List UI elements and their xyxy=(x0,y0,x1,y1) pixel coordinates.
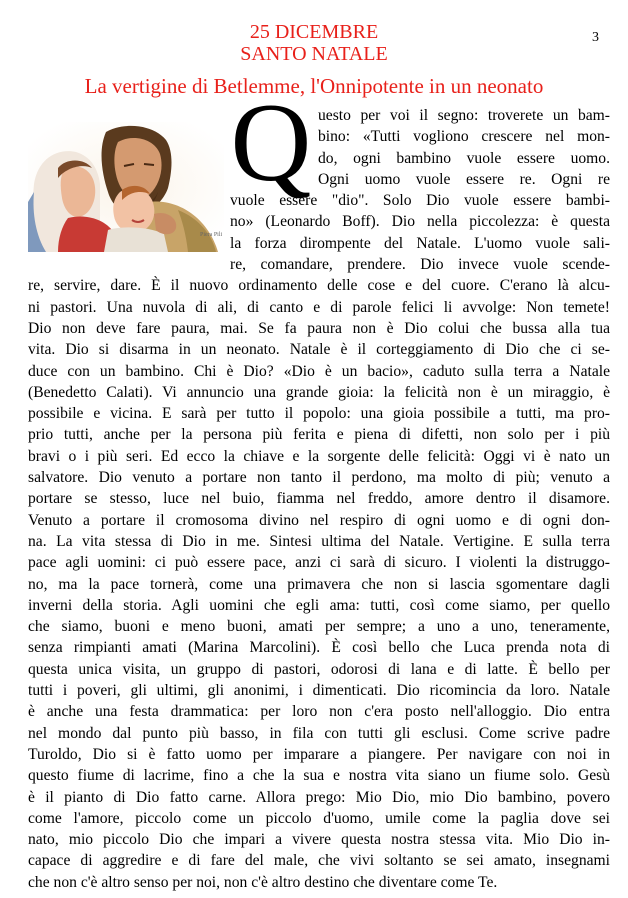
article-line: possibile e vicina. E sarà per tutto il popolo: una gioia possibile a tutti, ma pro- xyxy=(28,405,610,423)
article-line: pace agli uomini: ci può essere pace, anzi ci sarà di sicuro. I violenti la distruggo- xyxy=(28,554,610,572)
article-line: re, comandare, prendere. Dio invece vuole scende- xyxy=(230,256,610,274)
article-line: la forza dirompente del Natale. L'uomo vuole sali- xyxy=(230,234,610,252)
article-line: Venuto a portare il cromosoma divino nel respiro di ogni uomo e di ogni don- xyxy=(28,511,610,529)
page-number: 3 xyxy=(592,30,599,45)
article-line: tutti i poveri, gli ultimi, gli anonimi, i dimenticati. Dio ricomincia da loro. Natale xyxy=(28,682,610,700)
article-line: uesto per voi il segno: troverete un bam- xyxy=(318,107,610,124)
article-line: no, ma la pace tornerà, come una primavera che non si lascia sgomentare dagli xyxy=(28,575,610,593)
article-subtitle: La vertigine di Betlemme, l'Onnipotente in un neonato xyxy=(84,74,544,98)
feast-heading: SANTO NATALE xyxy=(240,43,388,65)
article-line: bravi o i più seri. Ed ecco la chiave e la sorgente delle felicità: Oggi vi è nato un xyxy=(28,447,610,465)
dropcap-letter: Q xyxy=(230,81,312,205)
article-line: Ogni uomo vuole essere re. Ogni re xyxy=(318,170,610,188)
article-line: che non c'è altro senso per noi, non c'è altro destino che diventare come Te. xyxy=(28,873,498,891)
article-line: duce con un bambino. Chi è Dio? «Dio è un bacio», caduto sulla terra a Natale xyxy=(28,362,610,380)
article-line: che siamo, buoni e meno buoni, amati per sempre; a uno a uno, teneramente, xyxy=(28,618,610,636)
article-line: salvatore. Dio venuto a portare non tanto il perdono, ma molto di più; venuto a xyxy=(28,469,610,487)
article-line: nel mondo dal punto più basso, in fila con tutti gli esclusi. Come scrive padre xyxy=(28,724,610,742)
article-line: ni pastori. Una nuvola di ali, di canto e di parole felici li avvolge: Non temete! xyxy=(28,298,610,316)
article-line: na. La vita stessa di Dio in me. Sintesi ultima del Natale. Vertigine. E sulla terra xyxy=(28,532,610,550)
article-line: questo fiume di lacrime, fino a che la sua e nostra vita siano un fiume solo. Gesù xyxy=(28,767,610,785)
article-line: bino: «Tutti vogliono crescere nel mon- xyxy=(318,128,610,146)
painting-signature: Piera Pili xyxy=(200,232,223,238)
article-line: è il pianto di Dio fatto carne. Allora prego: Mio Dio, mio Dio bambino, povero xyxy=(28,788,610,806)
article-line: no» (Leonardo Boff). Dio nella piccolezza: è questa xyxy=(230,213,610,231)
article-line: portare se stesso, luce nel buio, fiamma nel freddo, amore dentro il disamore. xyxy=(28,490,610,508)
article-line: è anche una festa drammatica: per loro non c'era posto nell'alloggio. Dio entra xyxy=(28,703,610,721)
article-line: prio tutti, anche per la persona più ferita e piena di difetti, non solo per i più xyxy=(28,426,610,444)
article-line: do, ogni bambino vuole essere uomo. xyxy=(318,149,610,167)
article-line: come l'amore, piccolo come un piccolo d'uomo, umile come la paglia dove sei xyxy=(28,809,610,827)
article-line: nato, mio piccolo Dio che impari a vivere questa nostra stessa vita. Mio Dio in- xyxy=(28,831,610,849)
date-heading: 25 DICEMBRE xyxy=(249,21,379,43)
article-line: vuole essere "dio". Solo Dio vuole essere bambi- xyxy=(230,192,610,210)
article-body xyxy=(28,105,610,893)
article-line: vita. Dio si disarma in un neonato. Natale è il corteggiamento di Dio che ci se- xyxy=(28,341,610,359)
article-line: Turoldo, Dio si è fatto uomo per imparare a piangere. Per navigare con noi in xyxy=(28,745,610,763)
article-line: questa unica visita, un gruppo di pastori, odorosi di lana e di latte. È bello per xyxy=(28,660,610,678)
article-line: capace di aggredire e di fare del male, che vivi soltanto se sei amato, insegnami xyxy=(28,852,610,870)
article-line: (Benedetto Calati). Vi annuncio una grande gioia: la felicità non è un miraggio, è xyxy=(28,383,610,401)
article-line: inverni della storia. Agli uomini che egli ama: tutti, così come siamo, per quello xyxy=(28,596,610,614)
article-line: senza rimpianti amati (Marina Marcolini). È così bello che Luca prenda nota di xyxy=(28,639,610,657)
article-line: re, servire, dare. È il nuovo ordinamento delle cose e del cuore. C'erano là alcu- xyxy=(28,277,610,295)
article-line: Dio non deve fare paura, mai. Se fa paura non è Dio colui che bussa alla tua xyxy=(28,319,610,337)
